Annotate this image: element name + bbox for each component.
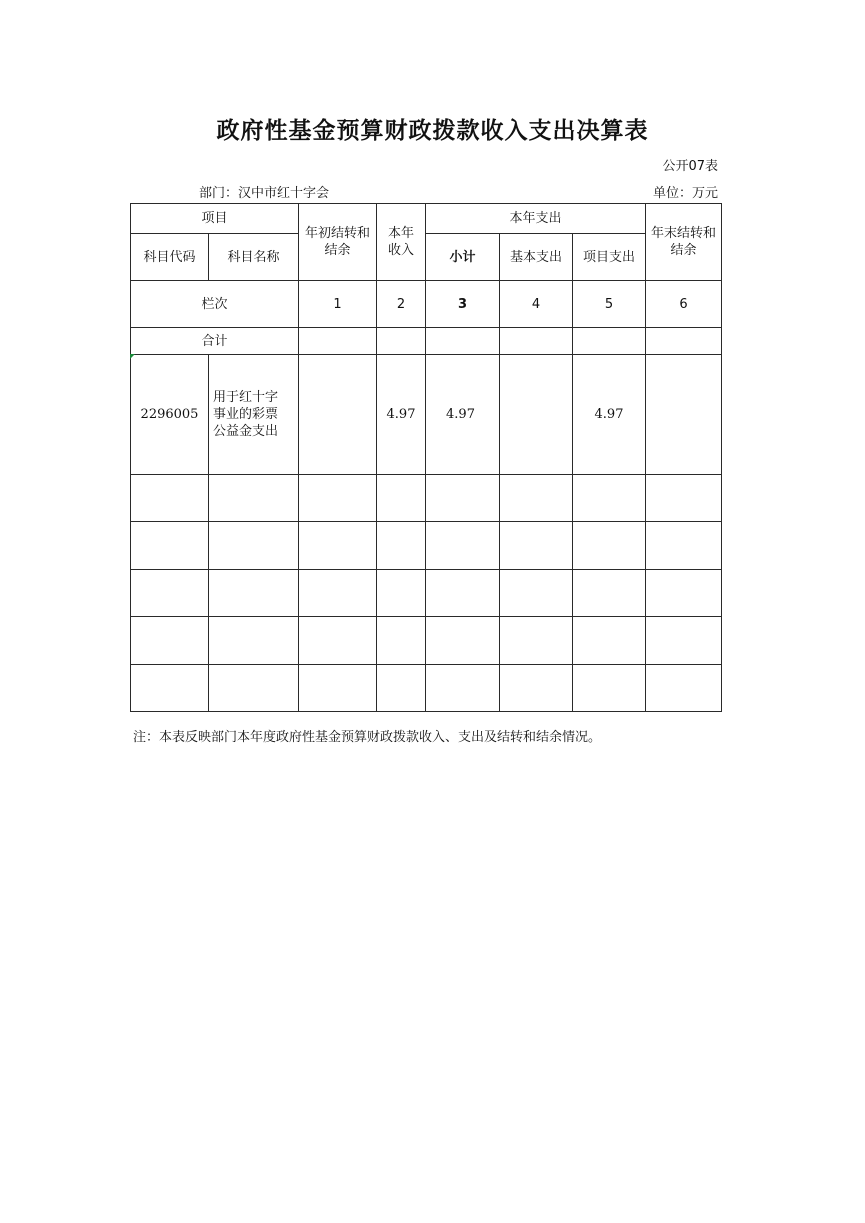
closing-balance-cell <box>646 355 722 475</box>
subject-name-line: 事业的彩票 <box>213 407 279 422</box>
total-cell <box>573 328 646 355</box>
header-subtotal: 小计 <box>426 234 500 281</box>
total-cell <box>299 328 377 355</box>
total-cell <box>426 328 500 355</box>
opening-balance-cell <box>299 355 377 475</box>
table-row <box>131 665 722 712</box>
header-basic: 基本支出 <box>500 234 573 281</box>
header-project: 项目支出 <box>573 234 646 281</box>
subject-name-cell <box>209 355 299 475</box>
header-opening-balance: 年初结转和结余 <box>299 204 377 281</box>
table-row <box>131 570 722 617</box>
subject-name-line: 用于红十字 <box>213 390 279 405</box>
page-title: 政府性基金预算财政拨款收入支出决算表 <box>216 118 649 144</box>
column-index-2: 2 <box>377 281 426 328</box>
income-cell: 4.97 <box>377 355 426 475</box>
header-closing-balance: 年末结转和结余 <box>646 204 722 281</box>
column-index-5: 5 <box>573 281 646 328</box>
column-index-label: 栏次 <box>131 281 299 328</box>
total-label: 合计 <box>131 328 299 355</box>
table-row <box>131 355 722 475</box>
column-index-4: 4 <box>500 281 573 328</box>
column-index-3: 3 <box>426 281 500 328</box>
total-cell <box>646 328 722 355</box>
subtotal-cell: 4.97 <box>426 355 500 475</box>
budget-table <box>130 203 722 712</box>
total-cell <box>377 328 426 355</box>
header-item: 项目 <box>131 204 299 234</box>
footnote: 注：本表反映部门本年度政府性基金预算财政拨款收入、支出及结转和结余情况。 <box>133 730 602 745</box>
department-label: 部门：汉中市红十字会 <box>199 186 330 201</box>
table-row <box>131 617 722 665</box>
column-index-6: 6 <box>646 281 722 328</box>
header-expenditure: 本年支出 <box>426 204 646 234</box>
form-number: 公开07表 <box>662 159 718 174</box>
subject-code-cell: 2296005 <box>131 355 209 475</box>
table-row <box>131 475 722 522</box>
cell-marker <box>130 354 135 359</box>
basic-cell <box>500 355 573 475</box>
unit-label: 单位：万元 <box>652 186 718 201</box>
total-cell <box>500 328 573 355</box>
column-index-1: 1 <box>299 281 377 328</box>
header-name: 科目名称 <box>209 234 299 281</box>
table-row <box>131 522 722 570</box>
subject-name-line: 公益金支出 <box>213 424 279 439</box>
project-cell: 4.97 <box>573 355 646 475</box>
header-income: 本年收入 <box>377 204 426 281</box>
header-code: 科目代码 <box>131 234 209 281</box>
